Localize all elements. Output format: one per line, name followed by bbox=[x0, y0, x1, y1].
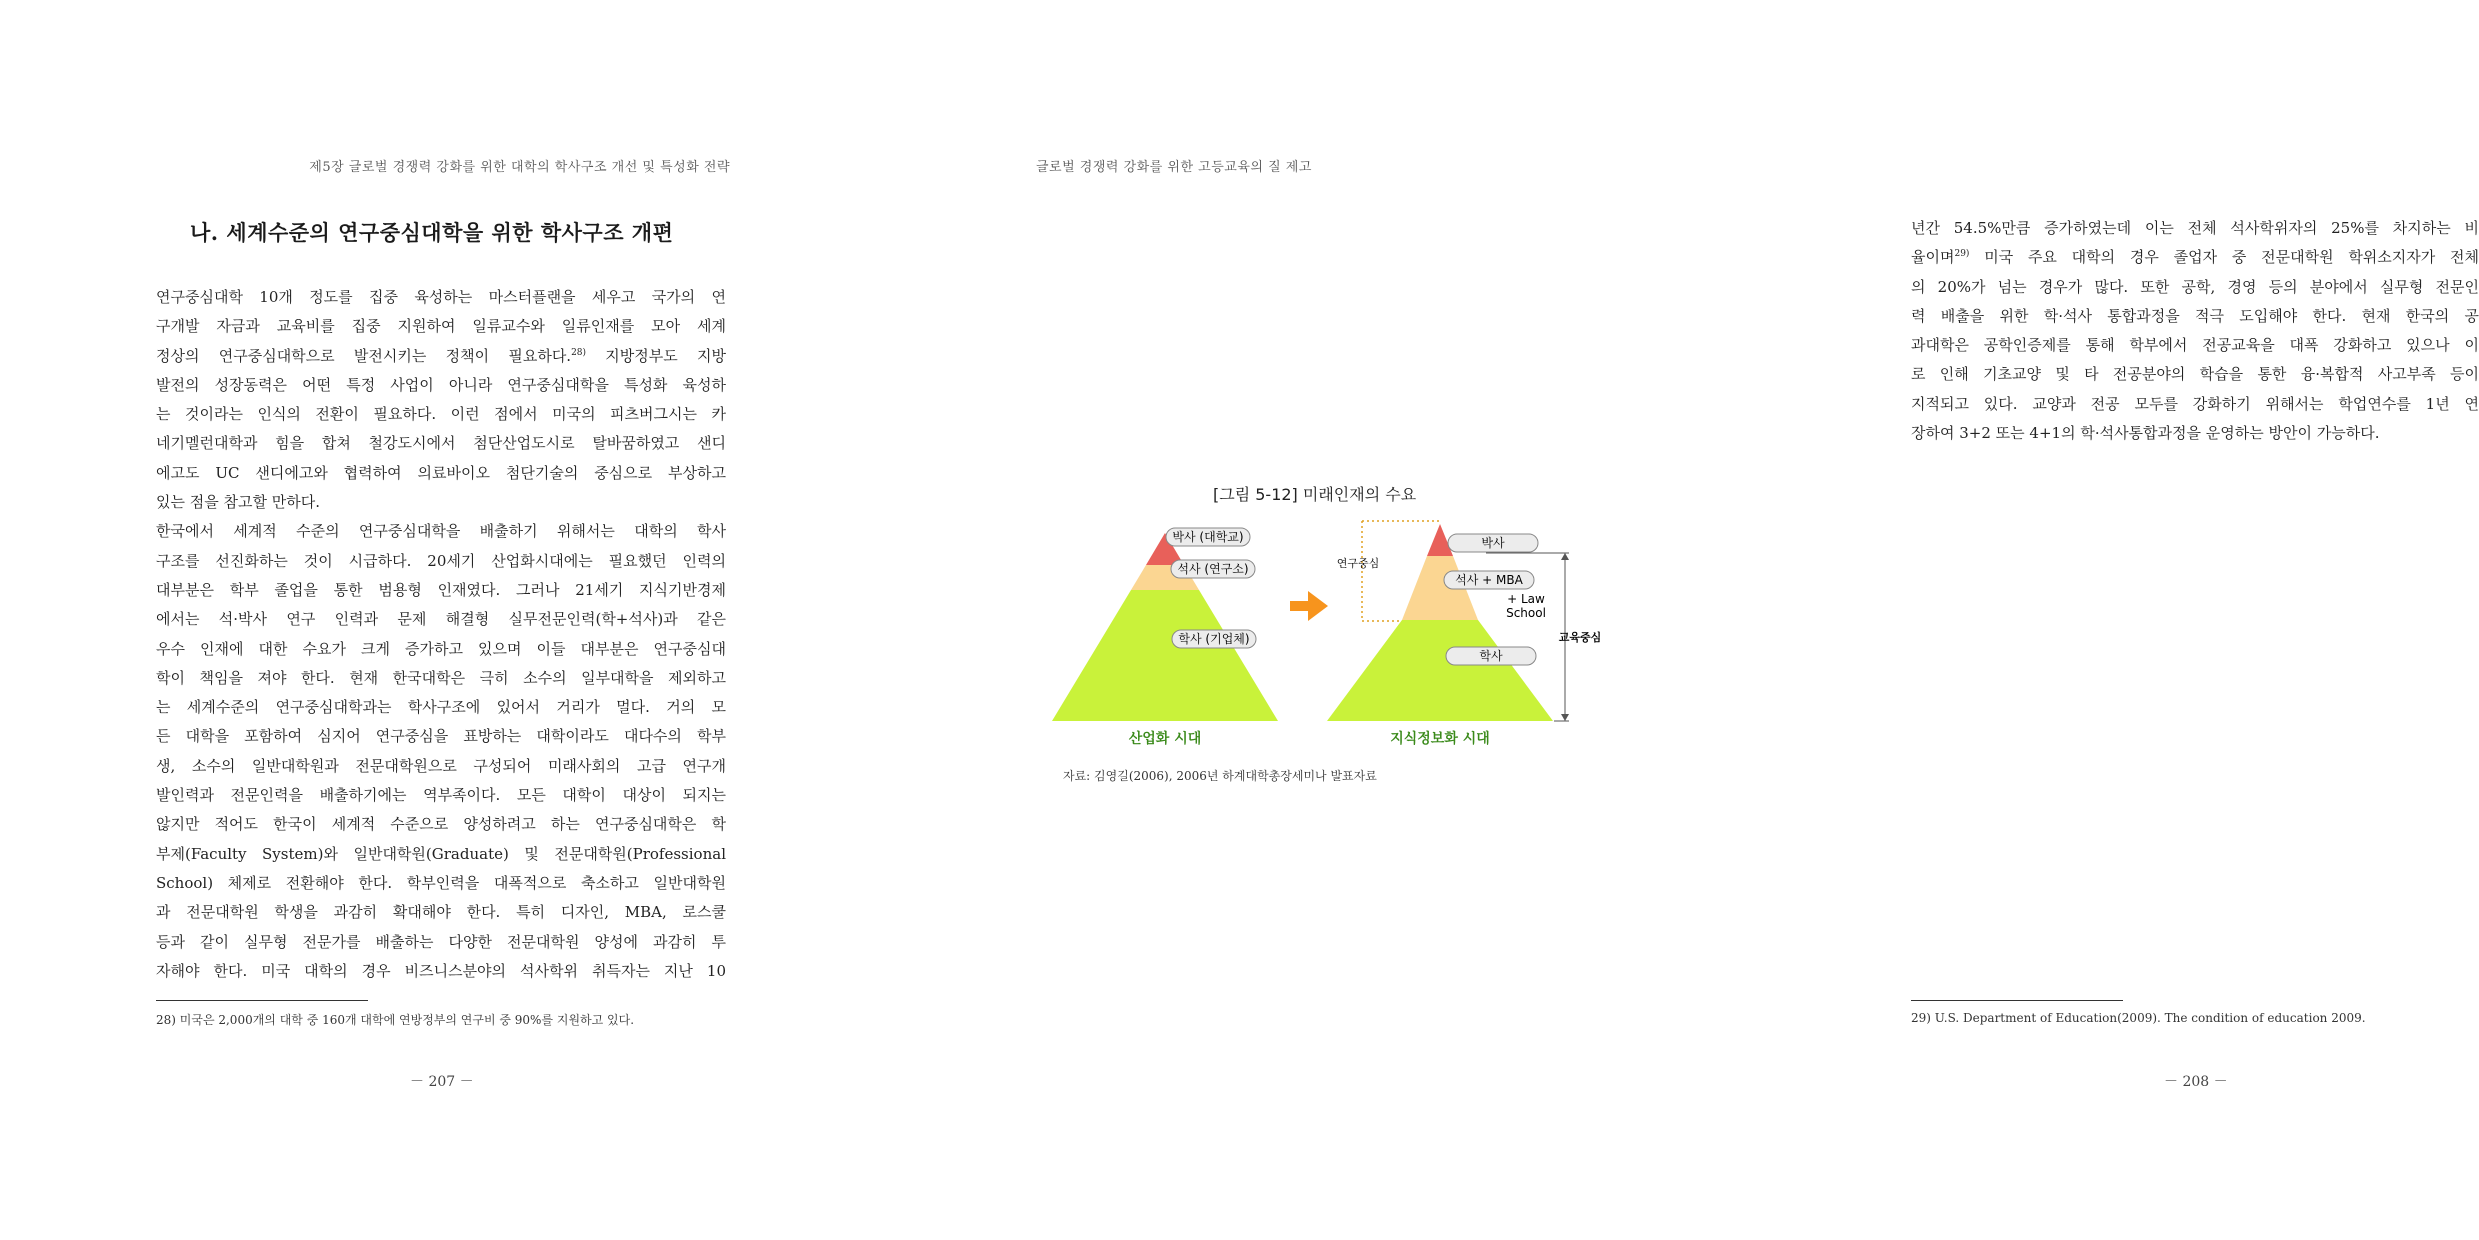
line-text: 구개발 자금과 교육비를 집중 지원하여 일류교수와 일류인재를 모아 세계 bbox=[156, 317, 726, 336]
body-line bbox=[156, 429, 726, 458]
line-text-cont: 미국 주요 대학의 경우 졸업자 중 전문대학원 학위소지자가 전체 bbox=[1969, 248, 2479, 267]
body-line bbox=[1911, 331, 2479, 360]
line-text: 등과 같이 실무형 전문가를 배출하는 다양한 전문대학원 양성에 과감히 투 bbox=[156, 932, 726, 951]
line-text: 구조를 선진화하는 것이 시급하다. 20세기 산업화시대에는 필요했던 인력의 bbox=[156, 551, 726, 570]
body-line bbox=[156, 840, 726, 869]
body-line bbox=[1911, 390, 2479, 419]
line-text: 학이 책임을 져야 한다. 현재 한국대학은 극히 소수의 일부대학을 제외하고 bbox=[156, 668, 726, 687]
line-text: 는 것이라는 인식의 전환이 필요하다. 이런 점에서 미국의 피츠버그시는 카 bbox=[156, 405, 726, 424]
line-text: 네기멜런대학과 힘을 합쳐 철강도시에서 첨단산업도시로 탈바꿈하였고 샌디 bbox=[156, 434, 726, 453]
body-line bbox=[156, 459, 726, 488]
figure-source: 자료: 김영길(2006), 2006년 하계대학총장세미나 발표자료 bbox=[1063, 769, 1377, 783]
line-text: 에서는 석·박사 연구 인력과 문제 해결형 실무전문인력(학+석사)과 같은 bbox=[156, 610, 726, 629]
line-text: 과 전문대학원 학생을 과감히 확대해야 한다. 특히 디자인, MBA, 로스쿨 bbox=[156, 903, 726, 922]
body-line bbox=[156, 722, 726, 751]
line-text: 장하여 3+2 또는 4+1의 학·석사통합과정을 운영하는 방안이 가능하다. bbox=[1911, 424, 2380, 443]
figure-caption: [그림 5-12] 미래인재의 수요 bbox=[1213, 485, 1417, 504]
line-text: 든 대학을 포함하여 심지어 연구중심을 표방하는 대학이라도 대다수의 학부 bbox=[156, 727, 726, 746]
body-line bbox=[156, 664, 726, 693]
education-focus-label: 교육중심 bbox=[1558, 631, 1602, 644]
pill-bachelor bbox=[1446, 647, 1536, 665]
page-number: － 207 － bbox=[410, 1074, 474, 1090]
pill-label-doctor: 박사 bbox=[1481, 536, 1505, 550]
era-label-knowledge: 지식정보화 시대 bbox=[1390, 731, 1490, 747]
pill-doctor bbox=[1166, 528, 1250, 546]
footnote: 29) U.S. Department of Education(2009). The condition of education 2009. bbox=[1911, 1011, 2366, 1025]
body-line bbox=[156, 928, 726, 957]
line-text: 연구중심대학 10개 정도를 집중 육성하는 마스터플랜을 세우고 국가의 연 bbox=[156, 288, 726, 306]
line-text: 지적되고 있다. 교양과 전공 모두를 강화하기 위해서는 학업연수를 1년 연 bbox=[1911, 394, 2479, 413]
line-text: 있는 점을 참고할 만하다. bbox=[156, 493, 320, 512]
transition-arrow-icon bbox=[1290, 591, 1328, 621]
line-text: 대부분은 학부 졸업을 통한 범용형 인재였다. 그러나 21세기 지식기반경제 bbox=[156, 580, 726, 599]
body-line bbox=[156, 635, 726, 664]
page-number: － 208 － bbox=[2164, 1074, 2228, 1090]
body-line bbox=[1911, 419, 2479, 448]
bachelor-layer bbox=[1327, 620, 1553, 721]
right-pyramid bbox=[1327, 521, 1601, 747]
body-line bbox=[156, 693, 726, 722]
line-text: 에고도 UC 샌디에고와 협력하여 의료바이오 첨단기술의 중심으로 부상하고 bbox=[156, 463, 726, 482]
line-text: 자해야 한다. 미국 대학의 경우 비즈니스분야의 석사학위 취득자는 지난 10 bbox=[156, 961, 726, 980]
body-line bbox=[1911, 273, 2479, 302]
line-text: 는 세계수준의 연구중심대학과는 학사구조에 있어서 거리가 멀다. 거의 모 bbox=[156, 698, 726, 717]
body-line bbox=[1911, 302, 2479, 331]
pill-label-doctor: 박사 (대학교) bbox=[1172, 530, 1244, 544]
future-talent-demand-figure bbox=[1050, 508, 1610, 758]
line-text: 율이며 bbox=[1911, 248, 1955, 267]
footnote: 28) 미국은 2,000개의 대학 중 160개 대학에 연방정부의 연구비 중 90%를 지원하고 있다. bbox=[156, 1013, 635, 1027]
pill-label-master: 석사 (연구소) bbox=[1177, 562, 1249, 576]
law-school-label-line2: School bbox=[1506, 606, 1546, 620]
line-text: 발전의 성장동력은 어떤 특정 사업이 아니라 연구중심대학을 특성화 육성하 bbox=[156, 375, 726, 394]
body-line bbox=[1911, 243, 2479, 272]
pill-master bbox=[1171, 560, 1255, 578]
body-line bbox=[156, 312, 726, 341]
body-line bbox=[156, 957, 726, 986]
body-line bbox=[156, 605, 726, 634]
body-line bbox=[156, 781, 726, 810]
law-school-label-line1: + Law bbox=[1507, 592, 1545, 606]
pill-label-bachelor: 학사 bbox=[1479, 649, 1503, 663]
body-line bbox=[156, 400, 726, 429]
bachelor-layer bbox=[1052, 590, 1278, 721]
line-text: 한국에서 세계적 수준의 연구중심대학을 배출하기 위해서는 대학의 학사 bbox=[156, 522, 726, 541]
line-text: School) 체제로 전환해야 한다. 학부인력을 대폭적으로 축소하고 일반대학원 bbox=[156, 873, 726, 892]
body-line bbox=[156, 488, 726, 517]
body-line bbox=[156, 576, 726, 605]
body-text bbox=[156, 283, 726, 986]
body-line bbox=[156, 517, 726, 546]
footnote-rule bbox=[156, 1000, 368, 1001]
footnote-ref[interactable]: 29) bbox=[1954, 249, 1970, 260]
pill-label-master-mba: 석사 + MBA bbox=[1455, 573, 1523, 587]
line-text: 로 인해 기초교양 및 타 전공분야의 학습을 통한 융·복합적 사고부족 등이 bbox=[1911, 365, 2479, 384]
body-text bbox=[1911, 214, 2479, 448]
body-line bbox=[156, 283, 726, 312]
left-page bbox=[0, 0, 876, 1240]
line-text: 과대학은 공학인증제를 통해 학부에서 전공교육을 대폭 강화하고 있으나 이 bbox=[1911, 336, 2479, 355]
body-line bbox=[1911, 214, 2479, 243]
line-text: 우수 인재에 대한 수요가 크게 증가하고 있으며 이들 대부분은 연구중심대 bbox=[156, 639, 726, 658]
footnote-rule bbox=[1911, 1000, 2123, 1001]
body-line bbox=[1911, 360, 2479, 389]
line-text: 정상의 연구중심대학으로 발전시키는 정책이 필요하다. bbox=[156, 346, 572, 365]
left-pyramid bbox=[1052, 528, 1278, 747]
body-line bbox=[156, 547, 726, 576]
pill-doctor bbox=[1448, 534, 1538, 552]
body-line bbox=[156, 371, 726, 400]
line-text-cont: 지방정부도 지방 bbox=[586, 346, 726, 365]
body-line bbox=[156, 810, 726, 839]
line-text: 력 배출을 위한 학·석사 통합과정을 적극 도입해야 한다. 현재 한국의 공 bbox=[1911, 306, 2479, 325]
pill-bachelor bbox=[1172, 630, 1256, 648]
era-label-industrial: 산업화 시대 bbox=[1128, 731, 1202, 747]
line-text: 년간 54.5%만큼 증가하였는데 이는 전체 석사학위자의 25%를 차지하는 비 bbox=[1911, 219, 2479, 237]
research-focus-label: 연구중심 bbox=[1336, 557, 1380, 570]
running-head: 제5장 글로벌 경쟁력 강화를 위한 대학의 학사구조 개선 및 특성화 전략 bbox=[309, 160, 730, 175]
line-text: 생, 소수의 일반대학원과 전문대학원으로 구성되어 미래사회의 고급 연구개 bbox=[156, 756, 726, 775]
line-text: 않지만 적어도 한국이 세계적 수준으로 양성하려고 하는 연구중심대학은 학 bbox=[156, 815, 726, 834]
section-title: 나. 세계수준의 연구중심대학을 위한 학사구조 개편 bbox=[190, 220, 674, 245]
body-line bbox=[156, 898, 726, 927]
line-text: 의 20%가 넘는 경우가 많다. 또한 공학, 경영 등의 분야에서 실무형 전문인 bbox=[1911, 277, 2479, 296]
body-line bbox=[156, 752, 726, 781]
line-text: 부제(Faculty System)와 일반대학원(Graduate) 및 전문대학원(Professional bbox=[156, 844, 726, 863]
pill-master-mba bbox=[1444, 571, 1534, 589]
running-head: 글로벌 경쟁력 강화를 위한 고등교육의 질 제고 bbox=[1036, 160, 1312, 175]
body-line bbox=[156, 869, 726, 898]
body-line bbox=[156, 342, 726, 371]
line-text: 발인력과 전문인력을 배출하기에는 역부족이다. 모든 대학이 대상이 되지는 bbox=[156, 786, 726, 805]
pill-label-bachelor: 학사 (기업체) bbox=[1178, 632, 1250, 646]
footnote-ref[interactable]: 28) bbox=[571, 347, 587, 358]
